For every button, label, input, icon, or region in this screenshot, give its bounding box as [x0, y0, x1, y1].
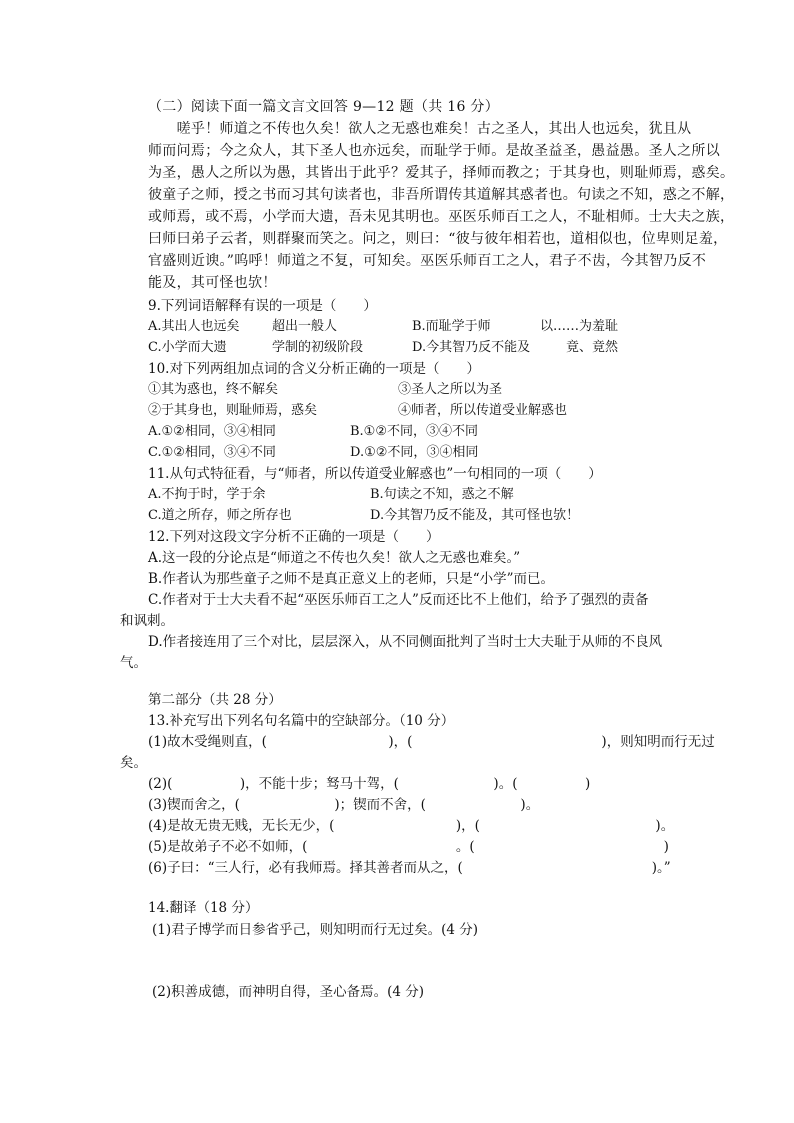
q10-option-c: C.①②相同，③④不同: [148, 445, 276, 460]
passage-line: 曰师曰弟子云者，则群聚而笑之。问之，则曰：“彼与彼年相若也，道相似也，位卑则足羞，: [148, 231, 728, 247]
q9-option-d-gloss: 竟、竟然: [566, 340, 619, 355]
q10-option-a: A.①②相同，③④相同: [148, 424, 276, 439]
q12-option-c: C.作者对于士大夫看不起“巫医乐师百工之人”反而还比不上他们，给予了强烈的责备: [148, 592, 649, 608]
q11-stem: 11.从句式特征看，与“师者，所以传道受业解惑也”一句相同的一项（ ）: [148, 466, 602, 482]
q13-line-1: (1)故木受绳则直，( )，( )，则知明而行无过: [148, 734, 715, 750]
q13-line-3: (3)锲而舍之，( )；锲而不舍，( )。: [148, 797, 540, 813]
q12-option-c-cont: 和讽刺。: [120, 613, 174, 629]
q14-item-1: (1)君子博学而日参省乎己，则知明而行无过矣。(4 分): [152, 922, 479, 938]
q13-line-1-cont: 矣。: [120, 755, 147, 771]
q9-option-c-gloss: 学制的初级阶段: [272, 340, 364, 355]
q9-option-a-gloss: 超出一般人: [272, 319, 338, 334]
q9-option-c: C.小学而大遗: [148, 340, 227, 355]
q13-line-6: (6)子曰：“三人行，必有我师焉。择其善者而从之，( )。”: [148, 860, 671, 876]
q10-stem: 10.对下列两组加点词的含义分析正确的一项是（ ）: [148, 361, 480, 377]
q14-stem: 14.翻译（18 分）: [148, 900, 259, 916]
q9-option-b-gloss: 以……为羞耻: [540, 319, 619, 334]
q12-option-a: A.这一段的分论点是“师道之不传也久矣！欲人之无惑也难矣。”: [148, 550, 521, 566]
q12-option-d-cont: 气。: [120, 655, 147, 671]
q10-item-3: ③圣人之所以为圣: [398, 382, 503, 397]
passage-line: 能及，其可怪也欤！: [148, 275, 277, 291]
q10-option-d: D.①②不同，③④相同: [350, 445, 479, 460]
q11-option-d: D.今其智乃反不能及，其可怪也欤！: [370, 508, 580, 523]
q13-line-2: (2)( )，不能十步；驽马十驾，( )。( ): [148, 776, 591, 792]
q14-item-2: (2)积善成德，而神明自得，圣心备焉。(4 分): [152, 984, 425, 1000]
q9-option-d: D.今其智乃反不能及: [412, 340, 531, 355]
q10-item-2: ②于其身也，则耻师焉，惑矣: [148, 403, 318, 418]
q11-option-b: B.句读之不知，惑之不解: [370, 487, 514, 502]
passage-line: 师而问焉；今之众人，其下圣人也亦远矣，而耻学于师。是故圣益圣，愚益愚。圣人之所以: [148, 143, 720, 159]
section-heading: （二）阅读下面一篇文言文回答 9—12 题（共 16 分）: [148, 99, 500, 115]
passage-line: 官盛则近谀。”呜呼！师道之不复，可知矣。巫医乐师百工之人，君子不齿，今其智乃反不: [148, 253, 707, 269]
q12-option-b: B.作者认为那些童子之师不是真正意义上的老师，只是“小学”而已。: [148, 571, 555, 587]
q11-option-a: A.不拘于时，学于余: [148, 487, 266, 502]
passage-line: 嗟乎！师道之不传也久矣！欲人之无惑也难矣！古之圣人，其出人也远矣，犹且从: [148, 121, 692, 137]
q13-stem: 13.补充写出下列名句名篇中的空缺部分。（10 分）: [148, 713, 455, 729]
part2-heading: 第二部分（共 28 分）: [148, 692, 282, 708]
passage-line: 或师焉，或不焉，小学而大遗，吾未见其明也。巫医乐师百工之人，不耻相师。士大夫之族，: [148, 209, 735, 225]
q9-option-a: A.其出人也远矣: [148, 319, 240, 334]
passage-line: 彼童子之师，授之书而习其句读者也，非吾所谓传其道解其惑者也。句读之不知，惑之不解，: [148, 187, 735, 203]
q12-stem: 12.下列对这段文字分析不正确的一项是（ ）: [148, 529, 440, 545]
passage-line: 为圣，愚人之所以为愚，其皆出于此乎？爱其子，择师而教之；于其身也，则耻师焉，惑矣。: [148, 165, 735, 181]
q10-item-4: ④师者，所以传道受业解惑也: [398, 403, 568, 418]
q9-stem: 9.下列词语解释有误的一项是（ ）: [148, 298, 377, 314]
q13-line-5: (5)是故弟子不必不如师，( 。( ): [148, 839, 669, 855]
q9-option-b: B.而耻学于师: [412, 319, 491, 334]
q13-line-4: (4)是故无贵无贱，无长无少，( )，( )。: [148, 818, 675, 834]
q11-option-c: C.道之所存，师之所存也: [148, 508, 292, 523]
q10-option-b: B.①②不同，③④不同: [350, 424, 478, 439]
q10-item-1: ①其为惑也，终不解矣: [148, 382, 279, 397]
q12-option-d: D.作者接连用了三个对比，层层深入，从不同侧面批判了当时士大夫耻于从师的不良风: [148, 634, 663, 650]
